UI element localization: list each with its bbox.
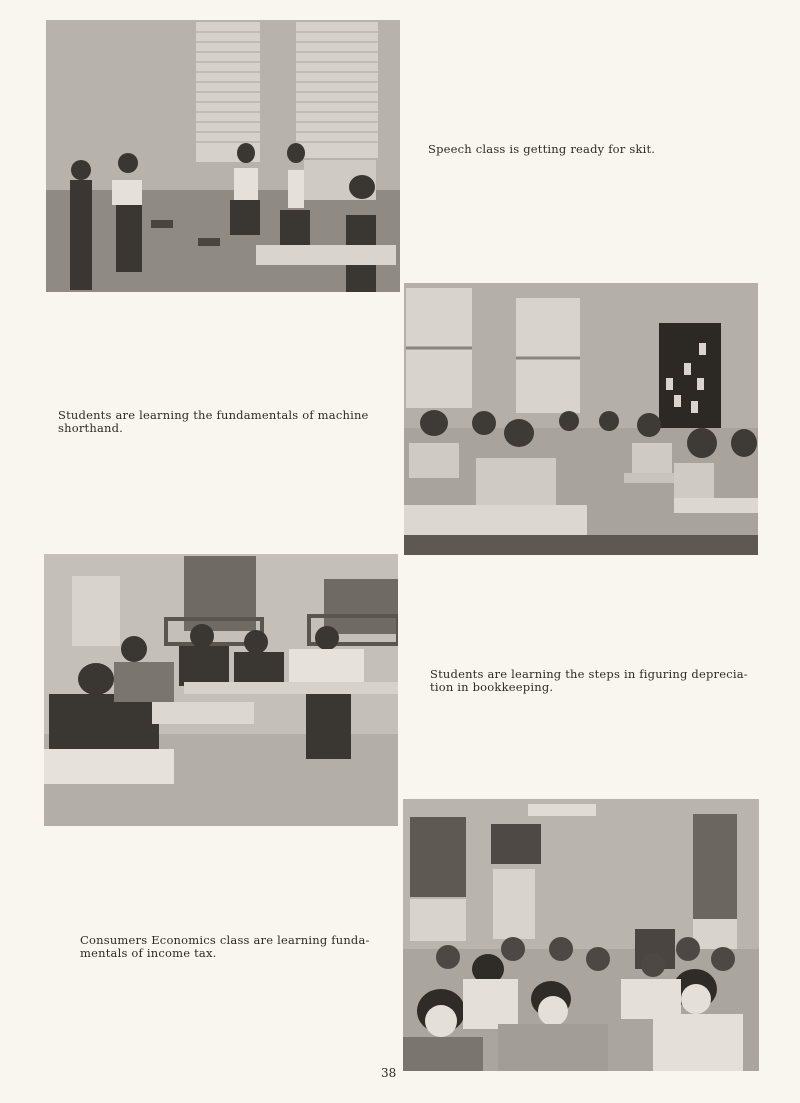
caption-line: Students are learning the steps in figuring deprecia-	[430, 667, 748, 681]
photo-speech-class	[46, 20, 400, 292]
caption-bookkeeping	[430, 668, 748, 694]
photo-machine-shorthand	[404, 283, 758, 555]
page-number: 38	[381, 1066, 397, 1080]
machine-shorthand-photo-illustration	[404, 283, 758, 555]
caption-machine-shorthand	[58, 409, 369, 435]
caption-consumer-economics	[80, 934, 370, 960]
caption-line: mentals of income tax.	[80, 946, 217, 960]
speech-class-photo-illustration	[46, 20, 400, 292]
photo-consumer-economics	[403, 799, 759, 1071]
caption-line: Speech class is getting ready for skit.	[428, 142, 656, 156]
caption-line: tion in bookkeeping.	[430, 680, 554, 694]
consumer-economics-photo-illustration	[403, 799, 759, 1071]
caption-line: Consumers Economics class are learning funda-	[80, 933, 370, 947]
bookkeeping-photo-illustration	[44, 554, 398, 826]
caption-speech-class	[428, 143, 655, 156]
caption-line: Students are learning the fundamentals of machine	[58, 408, 369, 422]
photo-bookkeeping	[44, 554, 398, 826]
caption-line: shorthand.	[58, 421, 124, 435]
